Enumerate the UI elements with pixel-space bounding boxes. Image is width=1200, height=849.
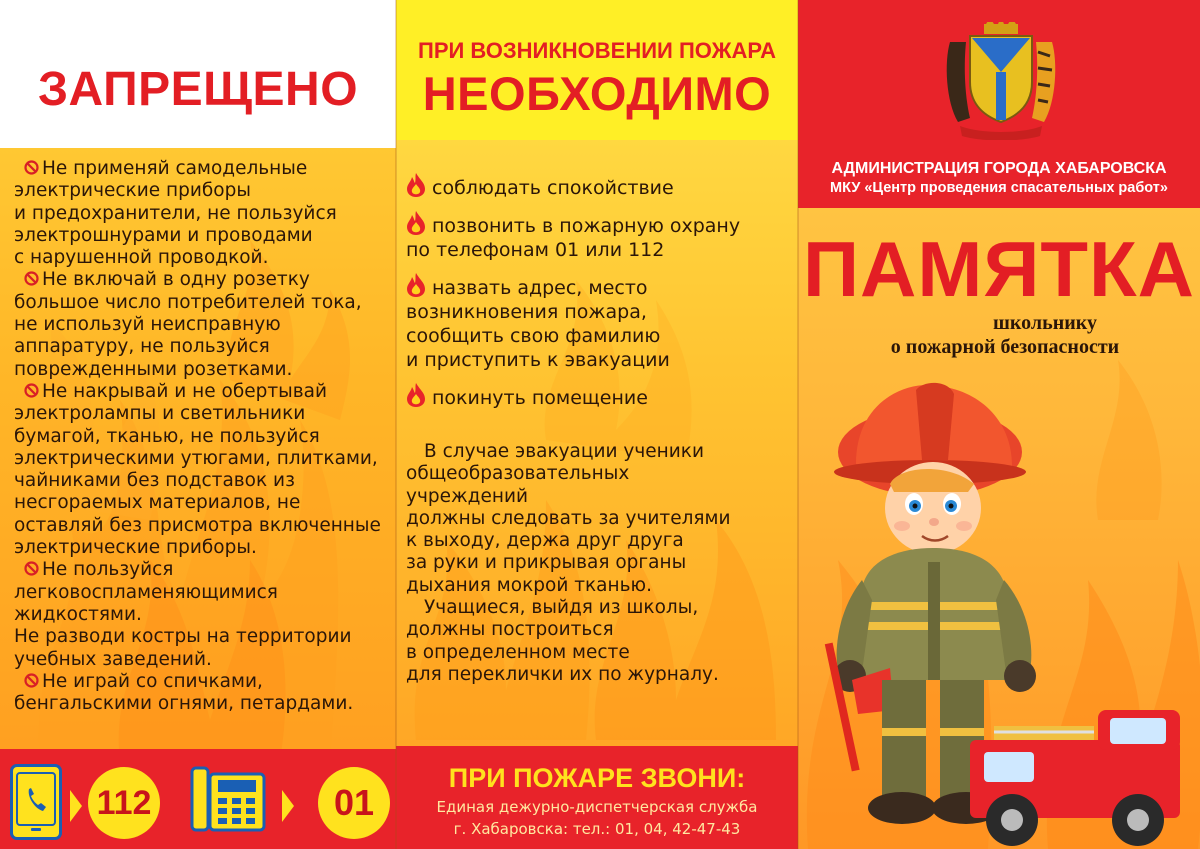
forbidden-line: бенгальскими огнями, петардами. <box>14 693 354 715</box>
necessary-item-text: по телефонам 01 или 112 <box>406 239 665 261</box>
footer-service-phones: г. Хабаровска: тел.: 01, 04, 42-47-43 <box>453 820 741 838</box>
title-necessary: НЕОБХОДИМО <box>422 67 772 120</box>
flame-icon <box>406 172 426 198</box>
subtitle-fire-safety: о пожарной безопасности <box>890 336 1120 358</box>
evacuation-line: должны следовать за учителями <box>406 507 731 529</box>
forbidden-line: поврежденными розетками. <box>14 358 293 380</box>
panel-memo <box>798 0 1200 849</box>
forbidden-line: легковоспламеняющимися <box>14 581 278 603</box>
flame-icon <box>406 272 426 298</box>
necessary-item-text: возникновения пожара, <box>406 301 647 323</box>
firefighter-illustration <box>798 380 1200 849</box>
forbidden-line: большое число потребителей тока, <box>14 291 362 313</box>
necessary-item-text: назвать адрес, место <box>432 277 648 299</box>
no-entry-icon <box>24 271 39 286</box>
forbidden-list <box>14 158 389 715</box>
forbidden-line: Не пользуйся <box>14 559 389 581</box>
necessary-item-text: позвонить в пожарную охрану <box>432 215 741 237</box>
arrow-icon <box>282 790 294 822</box>
necessary-item-text: сообщить свою фамилию <box>406 325 661 347</box>
arrow-icon <box>70 790 82 822</box>
evacuation-line: к выходу, держа друг друга <box>406 530 684 552</box>
landline-phone-icon <box>190 764 268 834</box>
no-entry-icon <box>24 673 39 688</box>
number-01: 01 <box>318 767 390 839</box>
forbidden-line: и предохранители, не пользуйся <box>14 202 337 224</box>
evacuation-line: должны построиться <box>406 619 614 641</box>
panel-necessary <box>396 0 798 849</box>
footer-call-title: ПРИ ПОЖАРЕ ЗВОНИ: <box>448 763 746 793</box>
flame-icon <box>406 382 426 408</box>
necessary-item-text: и приступить к эвакуации <box>406 349 670 371</box>
forbidden-line: Не применяй самодельные <box>14 158 389 180</box>
evacuation-text <box>406 441 791 686</box>
evacuation-line: В случае эвакуации ученики <box>424 441 704 462</box>
forbidden-line: Не включай в одну розетку <box>14 269 389 291</box>
fold-line <box>395 0 397 849</box>
panel-forbidden <box>0 0 396 849</box>
necessary-item-text: покинуть помещение <box>432 387 648 409</box>
forbidden-line: Не разводи костры на территории <box>14 626 352 648</box>
necessary-item <box>406 382 791 410</box>
evacuation-line: учреждений <box>406 485 528 507</box>
evacuation-line: Учащиеся, выйдя из школы, <box>424 597 699 619</box>
no-entry-icon <box>24 561 39 576</box>
number-112: 112 <box>88 767 160 839</box>
forbidden-line: электрические приборы <box>14 180 251 202</box>
subtitle-fire-occurs: ПРИ ВОЗНИКНОВЕНИИ ПОЖАРА <box>418 38 776 63</box>
subtitle-for-student: школьнику <box>993 312 1097 334</box>
forbidden-line: несгораемых материалов, не <box>14 492 301 514</box>
forbidden-line: жидкостями. <box>14 603 142 625</box>
rescue-center-name: МКУ «Центр проведения спасательных работ» <box>830 180 1168 196</box>
forbidden-line: с нарушенной проводкой. <box>14 247 269 269</box>
evacuation-line: за руки и прикрывая органы <box>406 552 687 574</box>
fold-line <box>797 0 799 849</box>
necessary-item <box>406 172 791 200</box>
title-forbidden: ЗАПРЕЩЕНО <box>37 63 359 116</box>
forbidden-line: электролампы и светильники <box>14 403 306 425</box>
forbidden-line: бумагой, тканью, не пользуйся <box>14 425 320 447</box>
necessary-item <box>406 272 791 372</box>
evacuation-line: общеобразовательных <box>406 463 630 485</box>
flame-icon <box>406 210 426 236</box>
forbidden-line: не используй неисправную <box>14 314 281 336</box>
necessary-item <box>406 210 791 262</box>
khabarovsk-emblem-icon <box>940 22 1062 140</box>
forbidden-line: оставляй без присмотра включенные <box>14 514 381 536</box>
evacuation-line: для переклички их по журналу. <box>406 663 719 685</box>
forbidden-line: Не накрывай и не обертывай <box>14 381 389 403</box>
evacuation-line: дыхания мокрой тканью. <box>406 574 652 596</box>
no-entry-icon <box>24 383 39 398</box>
forbidden-line: электрическими утюгами, плитками, <box>14 447 378 469</box>
forbidden-line: учебных заведений. <box>14 648 212 670</box>
evacuation-line: в определенном месте <box>406 641 630 663</box>
forbidden-line: электрические приборы. <box>14 537 257 559</box>
mobile-phone-icon <box>10 764 62 840</box>
forbidden-line: Не играй со спичками, <box>14 671 389 693</box>
necessary-list <box>406 172 791 420</box>
necessary-item-text: соблюдать спокойствие <box>432 177 674 199</box>
title-memo: ПАМЯТКА <box>802 225 1195 313</box>
footer-service-name: Единая дежурно-диспетчерская служба <box>436 798 758 816</box>
forbidden-line: аппаратуру, не пользуйся <box>14 336 270 358</box>
forbidden-line: электрошнурами и проводами <box>14 224 313 246</box>
administration-name: АДМИНИСТРАЦИЯ ГОРОДА ХАБАРОВСКА <box>831 160 1167 177</box>
forbidden-line: чайниками без подставок из <box>14 470 295 492</box>
no-entry-icon <box>24 160 39 175</box>
